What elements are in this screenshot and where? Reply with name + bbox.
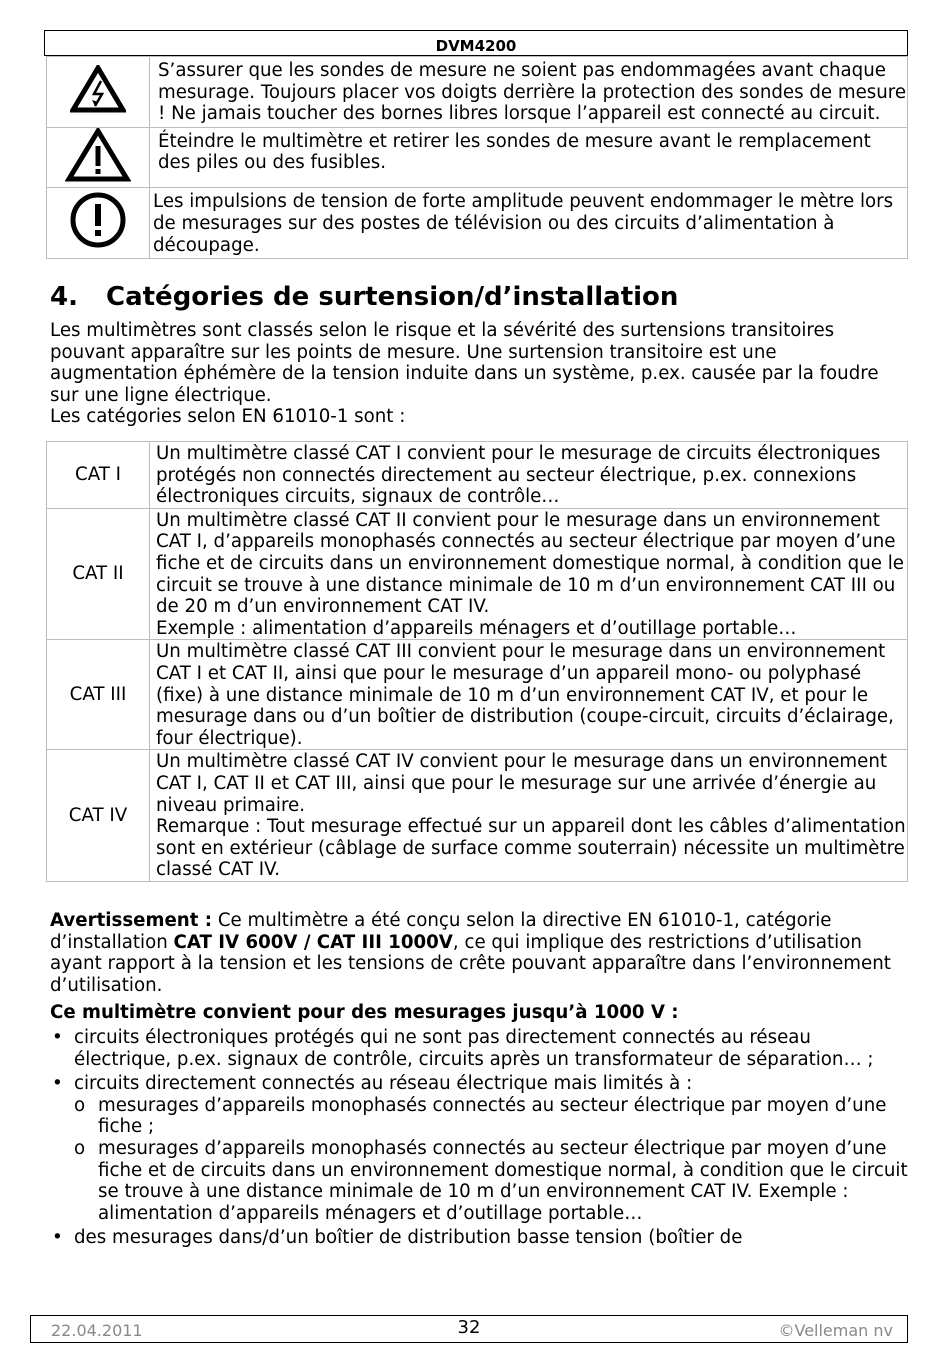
category-description bbox=[150, 442, 908, 509]
category-label: CAT IV bbox=[47, 750, 150, 882]
category-row bbox=[47, 640, 908, 750]
warning-triangle-icon bbox=[65, 128, 131, 182]
category-text: Un multimètre classé CAT III convient pour le mesurage dans un environnement CAT I et CAT II, ainsi que pour le mesurage d’un appareil mono- ou polyphasé (fixe) à une distance minimale de 10 m d’un environnement CAT IV, et pour le mesurage dans ou d’un boîtier de distribution (coupe-circuit, circuits d’éclairage, four électrique). bbox=[156, 641, 894, 749]
intro-categories-line: Les catégories selon EN 61010-1 sont : bbox=[50, 406, 406, 428]
list-item bbox=[50, 1027, 910, 1070]
warning-icon-cell bbox=[47, 188, 150, 259]
category-description bbox=[150, 750, 908, 882]
bullet: • bbox=[52, 1227, 63, 1249]
sub-bullet: o bbox=[74, 1137, 86, 1159]
list-item-text: circuits directement connectés au réseau électrique mais limités à : bbox=[74, 1073, 693, 1095]
list-item-text: des mesurages dans/d’un boîtier de distribution basse tension (boîtier de bbox=[74, 1227, 743, 1249]
page-number: 32 bbox=[457, 1317, 481, 1338]
category-label: CAT I bbox=[47, 442, 150, 509]
warning-rating: CAT IV 600V / CAT III 1000V bbox=[173, 931, 453, 953]
warning-text-b: , ce qui implique des restrictions d’utilisation ayant rapport à la tension et les tensions de crête pouvant apparaître dans l’environnement d’utilisation. bbox=[50, 931, 891, 996]
categories-table bbox=[46, 441, 908, 882]
warning-row bbox=[47, 57, 908, 128]
warning-text: S’assurer que les sondes de mesure ne soient pas endommagées avant chaque mesurage. Toujours placer vos doigts derrière la protection des sondes de mesure ! Ne jamais toucher des bornes libres lorsque l’appareil est connecté au circuit. bbox=[150, 57, 908, 128]
warning-text: Éteindre le multimètre et retirer les sondes de mesure avant le remplacement des piles ou des fusibles. bbox=[150, 127, 908, 188]
caution-circle-icon bbox=[69, 191, 127, 249]
category-row bbox=[47, 508, 908, 640]
category-description bbox=[150, 640, 908, 750]
list-item-text: circuits électroniques protégés qui ne sont pas directement connectés au réseau électrique, p.ex. signaux de contrôle, circuits après un transformateur de séparation… ; bbox=[74, 1027, 874, 1070]
sub-bullet: o bbox=[74, 1094, 86, 1116]
warning-paragraph bbox=[50, 910, 910, 996]
category-row bbox=[47, 442, 908, 509]
page-footer bbox=[30, 1315, 908, 1343]
category-text: Un multimètre classé CAT I convient pour le mesurage de circuits électroniques protégés non connectés directement au secteur électrique, p.ex. connexions électroniques circuits, signaux de contrôle… bbox=[156, 443, 881, 508]
section-intro bbox=[50, 320, 910, 428]
list-item bbox=[50, 1073, 910, 1224]
warning-label: Avertissement : bbox=[50, 910, 213, 931]
category-remark: Remarque : Tout mesurage effectué sur un appareil dont les câbles d’alimentation sont en extérieur (câblage de surface comme souterrain) nécessite un multimètre classé CAT IV. bbox=[156, 816, 906, 881]
footer-date: 22.04.2011 bbox=[51, 1321, 143, 1340]
category-description bbox=[150, 508, 908, 640]
footer-copyright: ©Velleman nv bbox=[778, 1321, 893, 1340]
warning-text: Les impulsions de tension de forte amplitude peuvent endommager le mètre lors de mesurages sur des postes de télévision ou des circuits d’alimentation à découpage. bbox=[150, 188, 908, 259]
electric-hazard-icon bbox=[70, 65, 126, 113]
warning-row bbox=[47, 127, 908, 188]
sub-list bbox=[74, 1095, 910, 1225]
section-title: Catégories de surtension/d’installation bbox=[106, 282, 679, 312]
list-item bbox=[50, 1227, 910, 1249]
intro-paragraph: Les multimètres sont classés selon le risque et la sévérité des surtensions transitoires pouvant apparaître sur les points de mesure. Une surtension transitoire est une augmentation éphémère de la tension induite dans un système, p.ex. causée par la foudre sur une ligne électrique. bbox=[50, 320, 879, 406]
sub-list-item-text: mesurages d’appareils monophasés connectés au secteur électrique par moyen d’une fiche et de circuits dans un environnement domestique normal, à condition que le circuit se trouve à une distance minimale de 10 m d’un environnement CAT IV. Exemple : alimentation d’appareils ménagers et d’outillage portable… bbox=[98, 1137, 908, 1224]
category-text: Un multimètre classé CAT II convient pour le mesurage dans un environnement CAT I, d’appareils monophasés connectés au secteur électrique par moyen d’une fiche et de circuits dans un environnement domestique normal, à condition que le circuit se trouve à une distance minimale de 10 m d’un environnement CAT III ou de 20 m d’un environnement CAT IV. bbox=[156, 509, 904, 618]
section-number: 4. bbox=[50, 282, 78, 312]
sub-list-item bbox=[74, 1138, 910, 1224]
sub-list-item-text: mesurages d’appareils monophasés connectés au secteur électrique par moyen d’une fiche ; bbox=[98, 1094, 887, 1138]
category-example: Exemple : alimentation d’appareils ménagers et d’outillage portable… bbox=[156, 617, 797, 639]
category-row bbox=[47, 750, 908, 882]
sub-list-item bbox=[74, 1095, 910, 1138]
warning-row bbox=[47, 188, 908, 259]
bullet: • bbox=[52, 1027, 63, 1048]
category-label: CAT II bbox=[47, 508, 150, 640]
header-title: DVM4200 bbox=[435, 37, 517, 55]
warning-icon-cell bbox=[47, 127, 150, 188]
page-header bbox=[44, 30, 908, 56]
category-label: CAT III bbox=[47, 640, 150, 750]
capability-list bbox=[50, 1027, 910, 1252]
bullet: • bbox=[52, 1073, 63, 1095]
warning-icon-cell bbox=[47, 57, 150, 128]
warning-text-a: Ce multimètre a été conçu selon la directive EN 61010-1, catégorie d’installation bbox=[50, 910, 832, 953]
category-text: Un multimètre classé CAT IV convient pour le mesurage dans un environnement CAT I, CAT II et CAT III, ainsi que pour le mesurage sur une arrivée d’énergie au niveau primaire. bbox=[156, 751, 887, 816]
section-heading bbox=[50, 282, 678, 312]
safety-warnings-table bbox=[46, 56, 908, 259]
capability-title: Ce multimètre convient pour des mesurages jusqu’à 1000 V : bbox=[50, 1002, 679, 1023]
